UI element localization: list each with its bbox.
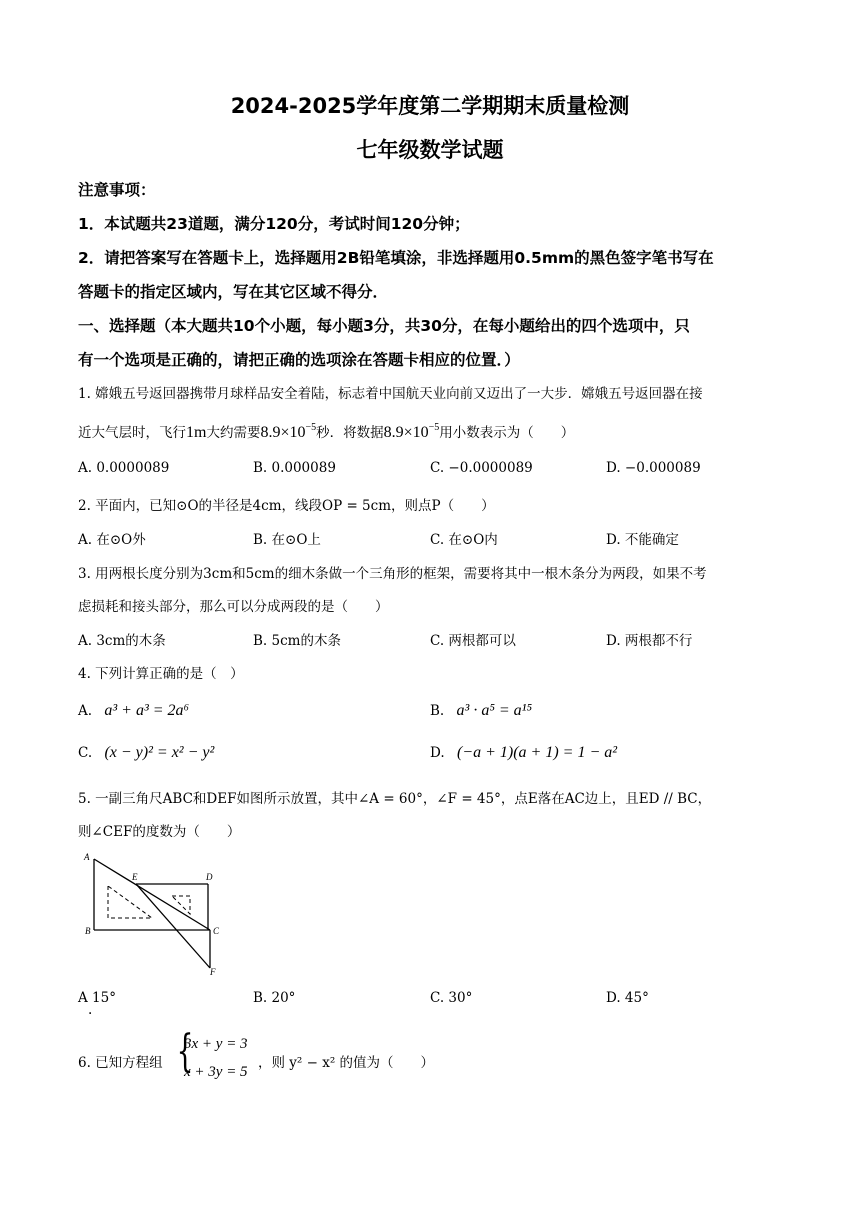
q4-option-b-formula: a³ · a⁵ = a¹⁵ (456, 702, 533, 719)
q4-option-c-formula: (x − y)² = x² − y² (104, 744, 215, 761)
q6-system-brace: { (176, 1026, 194, 1077)
q2-stem: 2. 平面内，已知⊙O的半径是4cm，线段OP = 5cm，则点P（ ） (78, 498, 495, 514)
q1-sci-exp-2: −5 (428, 422, 440, 433)
q1-option-a[interactable]: A. 0.0000089 (78, 460, 170, 476)
triangle-rulers-figure (82, 848, 232, 976)
notice-heading: 注意事项： (78, 181, 156, 199)
q5-option-c[interactable]: C. 30° (430, 990, 473, 1006)
q6-equation-1: 3x + y = 3 (184, 1036, 248, 1052)
q2-option-d[interactable]: D. 不能确定 (606, 532, 679, 548)
q1-stem-line-1: 1. 嫦娥五号返回器携带月球样品安全着陆，标志着中国航天业向前又迈出了一大步．嫦娥五号返回器在接 (78, 386, 703, 402)
q1-option-b[interactable]: B. 0.000089 (253, 460, 336, 476)
q2-option-a[interactable]: A. 在⊙O外 (78, 532, 146, 548)
q1-sci-exp-1: −5 (305, 422, 317, 433)
q3-option-a[interactable]: A. 3cm的木条 (78, 633, 166, 649)
q2-option-b[interactable]: B. 在⊙O上 (253, 532, 321, 548)
q2-option-c[interactable]: C. 在⊙O内 (430, 532, 498, 548)
q1-text-b: 大约需要 (206, 425, 261, 441)
q4-option-a[interactable] (78, 702, 189, 720)
section1-heading-line-2: 有一个选项是正确的，请把正确的选项涂在答题卡相应的位置．） (78, 351, 520, 369)
q5-option-d[interactable]: D. 45° (606, 990, 649, 1006)
q5-option-a[interactable]: A 15° (78, 990, 116, 1006)
notice-item-1: 1．本试题共23道题，满分120分，考试时间120分钟； (78, 215, 470, 233)
figure-label-d: D (206, 872, 213, 882)
q4-option-d-label: D. (430, 745, 445, 761)
q4-option-d[interactable] (430, 744, 617, 762)
q1-option-c[interactable]: C. −0.0000089 (430, 460, 533, 476)
q5-option-b[interactable]: B. 20° (253, 990, 296, 1006)
q1-option-d[interactable]: D. −0.000089 (606, 460, 701, 476)
q1-text-a: 近大气层时，飞行 (78, 425, 186, 441)
q1-text-c: 秒．将数据 (316, 425, 384, 441)
q1-sci-2 (384, 424, 440, 441)
q4-option-a-formula: a³ + a³ = 2a⁶ (104, 702, 190, 719)
figure-label-f: F (210, 967, 216, 976)
q4-option-b[interactable] (430, 702, 532, 720)
q6-equation-2: x + 3y = 5 (184, 1064, 248, 1080)
q3-option-c[interactable]: C. 两根都可以 (430, 633, 516, 649)
q1-sci-base-2: 8.9×10 (383, 424, 429, 441)
q3-option-d[interactable]: D. 两根都不行 (606, 633, 693, 649)
figure-label-c: C (213, 926, 220, 936)
q1-distance: 1m (186, 424, 207, 441)
q5-stem-line-2: 则∠CEF的度数为（ ） (78, 824, 241, 840)
figure-label-a: A (84, 852, 90, 862)
q4-stem: 4. 下列计算正确的是（ ） (78, 666, 244, 682)
exam-subtitle: 七年级数学试题 (356, 138, 504, 162)
q6-prefix: 6. 已知方程组 (78, 1055, 163, 1071)
figure-label-b: B (85, 926, 91, 936)
q4-option-b-label: B. (430, 703, 445, 719)
q1-sci-1 (260, 424, 316, 441)
q4-option-c[interactable] (78, 744, 214, 762)
q1-stem-line-2 (78, 421, 788, 442)
q1-text-d: 用小数表示为（ ） (439, 425, 575, 441)
q4-option-a-label: A. (78, 703, 93, 719)
q6-suffix: ，则 y² − x² 的值为（ ） (258, 1055, 435, 1071)
q3-option-b[interactable]: B. 5cm的木条 (253, 633, 341, 649)
exam-title: 2024-2025学年度第二学期期末质量检测 (230, 94, 630, 118)
notice-item-2-line-1: 2．请把答案写在答题卡上，选择题用2B铅笔填涂，非选择题用0.5mm的黑色签字笔书写在 (78, 249, 714, 267)
q3-stem-line-2: 虑损耗和接头部分，那么可以分成两段的是（ ） (78, 599, 389, 615)
q3-stem-line-1: 3. 用两根长度分别为3cm和5cm的细木条做一个三角形的框架，需要将其中一根木条分为两段，如果不考 (78, 566, 707, 582)
q1-sci-base-1: 8.9×10 (260, 424, 306, 441)
notice-item-2-line-2: 答题卡的指定区域内，写在其它区域不得分． (78, 283, 389, 301)
figure-label-e: E (132, 872, 138, 882)
q5-stem-line-1: 5. 一副三角尺ABC和DEF如图所示放置，其中∠A = 60°，∠F = 45°，点E落在AC边上，且ED // BC， (78, 791, 712, 807)
section1-heading-line-1: 一、选择题（本大题共10个小题，每小题3分，共30分，在每小题给出的四个选项中，只 (78, 317, 690, 335)
q4-option-c-label: C. (78, 745, 93, 761)
q4-option-d-formula: (−a + 1)(a + 1) = 1 − a² (456, 744, 618, 761)
q5-option-a-dot: . (88, 1002, 93, 1018)
